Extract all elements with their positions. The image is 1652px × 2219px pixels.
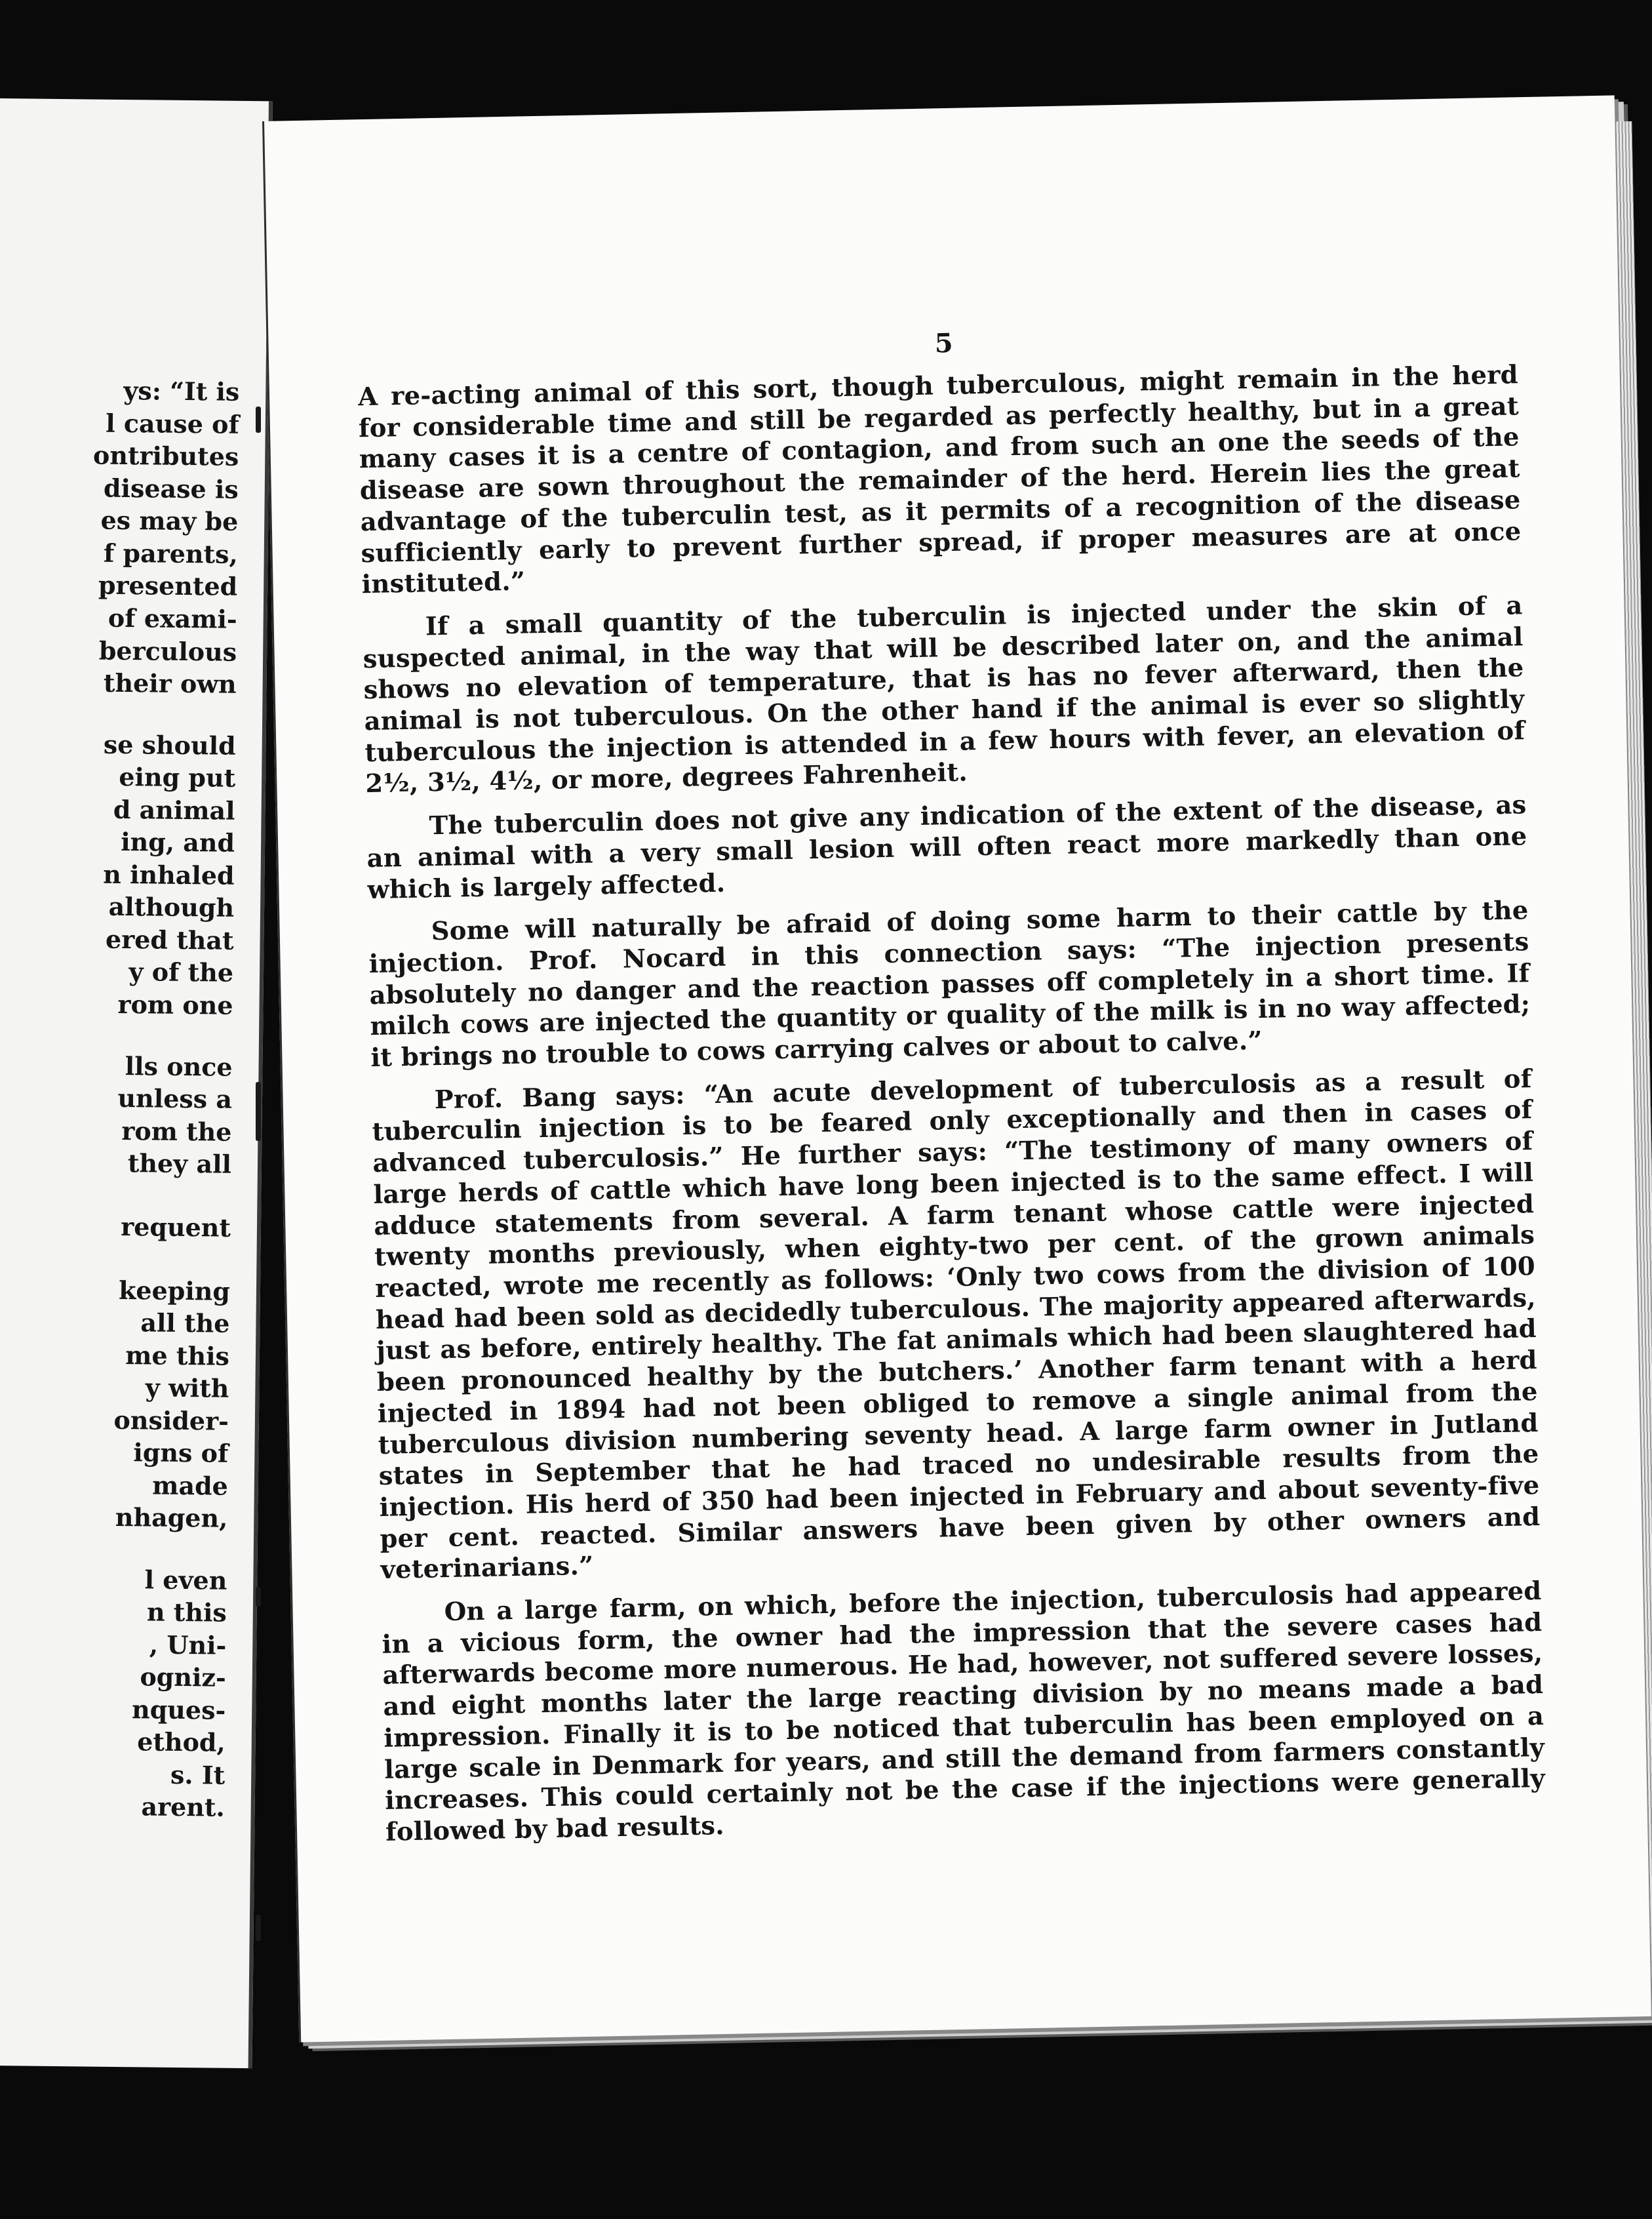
left-line: ogniz- — [140, 1662, 227, 1692]
left-line: se should — [103, 729, 236, 761]
left-line: d animal — [113, 794, 235, 826]
left-line: n this — [146, 1597, 227, 1628]
left-line: rom the — [121, 1116, 232, 1147]
left-line: y with — [145, 1372, 229, 1403]
left-line: f parents, — [103, 538, 238, 569]
left-line: l even — [144, 1565, 227, 1595]
left-line: ing, and — [120, 826, 235, 858]
left-line: , Uni- — [149, 1629, 227, 1660]
paragraph: Some will naturally be afraid of doing some harm to their cattle by the injection. Prof. Nocard in this connection says: “The injection presents absolutely no danger and the reaction passes off completely in a short time. If milch cows are injected the quantity or quality of the milk is in no way affected; it brings no trouble to cows carrying calves or about to calve.” — [368, 896, 1531, 1073]
page-number: 5 — [934, 327, 954, 359]
left-line: lls once — [125, 1051, 233, 1082]
left-line: onsider- — [113, 1405, 229, 1436]
left-line: they all — [127, 1148, 232, 1179]
left-line: me this — [125, 1340, 230, 1371]
left-line: although — [108, 891, 235, 923]
left-line: es may be — [100, 505, 239, 536]
left-line: all the — [140, 1308, 230, 1338]
left-line: n inhaled — [103, 859, 235, 890]
left-line: their own — [103, 668, 237, 699]
paragraph: The tuberculin does not give any indication of the extent of the disease, as an animal with a very small lesion will often react more markedly than one which is largely affected. — [366, 790, 1527, 905]
left-line: keeping — [118, 1275, 231, 1306]
left-line: requent — [120, 1212, 231, 1243]
page-body-text — [358, 359, 1546, 1860]
left-line: ontributes — [92, 440, 239, 471]
left-page — [0, 98, 273, 2068]
left-line: made — [152, 1470, 229, 1501]
left-line: eing put — [119, 761, 236, 793]
left-line: of exami- — [108, 603, 237, 634]
left-line: unless a — [117, 1083, 233, 1114]
paragraph: If a small quantity of the tuberculin is injected under the skin of a suspected animal, in the way that will be described later on, and the animal shows no elevation of temperature, that is has no fever afterward, then the animal is not tuberculous. On the other hand if the animal is ever so slightly tuberculous the injection is attended in a few hours with fever, an elevation of 2½, 3½, 4½, or more, degrees Fahrenheit. — [363, 591, 1525, 799]
left-line: presented — [98, 570, 238, 601]
left-line: berculous — [98, 635, 237, 667]
left-line: arent. — [141, 1791, 225, 1822]
page-edge — [1616, 121, 1652, 2003]
gutter-marks — [256, 131, 269, 1967]
right-page — [262, 95, 1651, 2042]
left-line: s. It — [170, 1759, 226, 1790]
left-line: disease is — [103, 473, 239, 504]
left-line: ered that — [105, 924, 234, 955]
left-line: nhagen, — [115, 1502, 228, 1533]
paragraph: Prof. Bang says: “An acute development of tuberculosis as a result of tuberculin injection is to be feared only exceptionally and then in cases of advanced tuberculosis.” He further says: “The testimony of many owners of large herds of cattle which have long been injected is to the same effect. I will adduce statements from several. A farm tenant whose cattle were injected twenty months previously, when eighty-two per cent. of the grown animals reacted, wrote me recently as follows: ‘Only two cows from the division of 100 head had been sold as decidedly tuberculous. The majority appeared afterwards, just as before, entirely healthy. The fat animals which had been slaughtered had been pronounced healthy by the butchers.’ Another farm tenant with a herd injected in 1894 had not been obliged to remove a single animal from the tuberculous division numbering seventy head. A large farm owner in Jutland states in September that he had traced no undesirable results from the injection. His herd of 350 had been injected in February and about seventy-five per cent. reacted. Similar answers have been given by other owners and veterinarians.” — [372, 1064, 1541, 1586]
left-line: l cause of — [106, 408, 240, 439]
left-line: nques- — [131, 1694, 226, 1725]
paragraph: On a large farm, on which, before the injection, tuberculosis had appeared in a vicious form, the owner had the impression that the severe cases had afterwards become more numerous. He had, however, not suffered severe losses, and eight months later the large reacting division by no means made a bad impression. Finally it is to be noticed that tuberculin has been employed on a large scale in Denmark for years, and still the demand from farmers constantly increases. This could certainly not be the case if the injections were generally followed by bad results. — [382, 1576, 1546, 1847]
left-line: ys: “It is — [123, 375, 240, 407]
left-line: y of the — [128, 957, 234, 988]
left-line: ethod, — [137, 1727, 226, 1757]
left-line: igns of — [133, 1437, 229, 1468]
paragraph: A re-acting animal of this sort, though tuberculous, might remain in the herd for considerable time and still be regarded as perfectly healthy, but in a great many cases it is a centre of contagion, and from such an one the seeds of the disease are sown throughout the remainder of the herd. Herein lies the great advantage of the tuberculin test, as it permits of a recognition of the disease sufficiently early to prevent further spread, if proper measures are at once instituted.” — [357, 360, 1522, 600]
left-line: rom one — [117, 989, 233, 1020]
